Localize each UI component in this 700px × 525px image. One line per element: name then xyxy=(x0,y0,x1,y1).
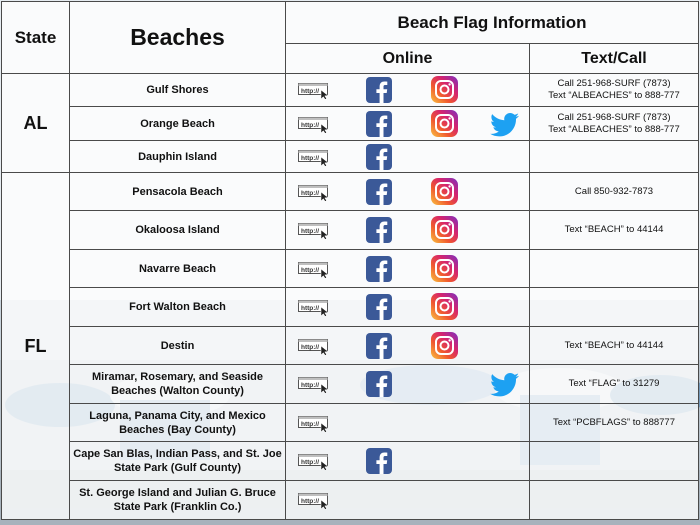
svg-text:http://: http:// xyxy=(301,382,320,389)
online-links-cell xyxy=(286,404,530,442)
text-call-line: Call 251-968-SURF (7873) xyxy=(557,111,671,123)
svg-text:http://: http:// xyxy=(301,266,320,274)
instagram-icon[interactable] xyxy=(431,216,458,243)
table-row xyxy=(2,141,699,173)
text-call-cell xyxy=(530,442,699,481)
web-address-icon[interactable] xyxy=(298,454,332,470)
svg-text:http://: http:// xyxy=(301,228,320,235)
instagram-icon[interactable] xyxy=(431,255,458,282)
beach-name: Destin xyxy=(70,327,286,365)
online-links-cell xyxy=(286,365,530,404)
web-address-icon[interactable] xyxy=(298,185,332,201)
online-links-cell xyxy=(286,211,530,250)
instagram-icon[interactable] xyxy=(431,76,458,103)
beach-flag-table xyxy=(1,1,699,520)
facebook-icon[interactable] xyxy=(366,217,392,243)
beaches-column-header: Beaches xyxy=(70,2,286,74)
text-call-cell xyxy=(530,365,699,404)
state-column-header: State xyxy=(2,2,70,74)
beach-name: Miramar, Rosemary, and Seaside Beaches (Walton County) xyxy=(70,365,286,404)
text-call-cell xyxy=(530,288,699,327)
instagram-icon[interactable] xyxy=(431,178,458,205)
web-address-icon[interactable] xyxy=(298,223,332,239)
table-row xyxy=(2,327,699,365)
text-call-cell xyxy=(530,173,699,211)
facebook-icon[interactable] xyxy=(366,371,392,397)
text-call-cell xyxy=(530,404,699,442)
facebook-icon[interactable] xyxy=(366,448,392,474)
online-links-cell xyxy=(286,173,530,211)
state-cell: AL xyxy=(2,74,70,173)
web-address-icon[interactable] xyxy=(298,262,332,278)
online-links-cell xyxy=(286,107,530,141)
facebook-icon[interactable] xyxy=(366,294,392,320)
table-row xyxy=(2,288,699,327)
svg-text:http://: http:// xyxy=(301,154,320,162)
beach-name: Dauphin Island xyxy=(70,141,286,173)
text-call-line: Text “ALBEACHES” to 888-777 xyxy=(548,123,680,135)
text-call-cell xyxy=(530,327,699,365)
facebook-icon[interactable] xyxy=(366,333,392,359)
table-row xyxy=(2,211,699,250)
web-address-icon[interactable] xyxy=(298,339,332,355)
table-body xyxy=(2,74,699,520)
web-address-icon[interactable] xyxy=(298,117,332,133)
online-links-cell xyxy=(286,250,530,288)
online-links-cell xyxy=(286,141,530,173)
facebook-icon[interactable] xyxy=(366,77,392,103)
instagram-icon[interactable] xyxy=(431,332,458,359)
beach-flag-info-header: Beach Flag Information xyxy=(286,2,699,44)
text-call-line: Call 251-968-SURF (7873) xyxy=(557,78,671,89)
instagram-icon[interactable] xyxy=(431,293,458,320)
web-address-icon[interactable] xyxy=(298,83,332,99)
web-address-icon[interactable] xyxy=(298,493,332,509)
svg-text:http://: http:// xyxy=(301,189,320,197)
web-address-icon[interactable] xyxy=(298,377,332,393)
facebook-icon[interactable] xyxy=(366,111,392,137)
facebook-icon[interactable] xyxy=(366,144,392,170)
beach-name: Navarre Beach xyxy=(70,250,286,288)
text-call-line: Text “PCBFLAGS” to 888777 xyxy=(553,416,675,428)
text-call-line: Text “BEACH” to 44144 xyxy=(564,224,664,235)
text-call-line: Text “FLAG” to 31279 xyxy=(568,378,660,389)
facebook-icon[interactable] xyxy=(366,256,392,282)
svg-text:http://: http:// xyxy=(301,305,320,312)
text-call-cell xyxy=(530,74,699,107)
table-row xyxy=(2,404,699,442)
beach-name: Gulf Shores xyxy=(70,74,286,107)
online-column-header: Online xyxy=(286,44,530,74)
state-cell: FL xyxy=(2,173,70,520)
svg-text:http://: http:// xyxy=(301,459,320,466)
instagram-icon[interactable] xyxy=(431,110,458,137)
beach-name: Pensacola Beach xyxy=(70,173,286,211)
text-call-cell xyxy=(530,481,699,520)
beach-name: Okaloosa Island xyxy=(70,211,286,250)
twitter-icon[interactable] xyxy=(490,113,519,137)
beach-name: Fort Walton Beach xyxy=(70,288,286,327)
table-row xyxy=(2,107,699,141)
beach-name: Cape San Blas, Indian Pass, and St. Joe State Park (Gulf County) xyxy=(70,442,286,481)
table-row xyxy=(2,442,699,481)
text-call-column-header: Text/Call xyxy=(530,44,699,74)
web-address-icon[interactable] xyxy=(298,150,332,166)
svg-text:http://: http:// xyxy=(301,498,320,505)
text-call-line: Call 850-932-7873 xyxy=(574,185,654,197)
table-row xyxy=(2,173,699,211)
online-links-cell xyxy=(286,327,530,365)
beach-name: St. George Island and Julian G. Bruce State Park (Franklin Co.) xyxy=(70,481,286,520)
online-links-cell xyxy=(286,442,530,481)
beach-name: Orange Beach xyxy=(70,107,286,141)
text-call-cell xyxy=(530,107,699,141)
web-address-icon[interactable] xyxy=(298,416,332,432)
web-address-icon[interactable] xyxy=(298,300,332,316)
online-links-cell xyxy=(286,481,530,520)
svg-text:http://: http:// xyxy=(301,88,320,95)
svg-text:http://: http:// xyxy=(301,420,320,428)
beach-name: Laguna, Panama City, and Mexico Beaches (Bay County) xyxy=(70,404,286,442)
online-links-cell xyxy=(286,288,530,327)
svg-text:http://: http:// xyxy=(301,343,320,351)
twitter-icon[interactable] xyxy=(490,373,519,397)
table-row xyxy=(2,365,699,404)
text-call-line: Text “ALBEACHES” to 888-777 xyxy=(548,90,680,101)
text-call-cell xyxy=(530,141,699,173)
svg-text:http://: http:// xyxy=(301,121,320,129)
text-call-line: Text “BEACH” to 44144 xyxy=(564,339,664,351)
text-call-cell xyxy=(530,250,699,288)
table-row xyxy=(2,250,699,288)
facebook-icon[interactable] xyxy=(366,179,392,205)
text-call-cell xyxy=(530,211,699,250)
table-row xyxy=(2,481,699,520)
online-links-cell xyxy=(286,74,530,107)
table-row xyxy=(2,74,699,107)
